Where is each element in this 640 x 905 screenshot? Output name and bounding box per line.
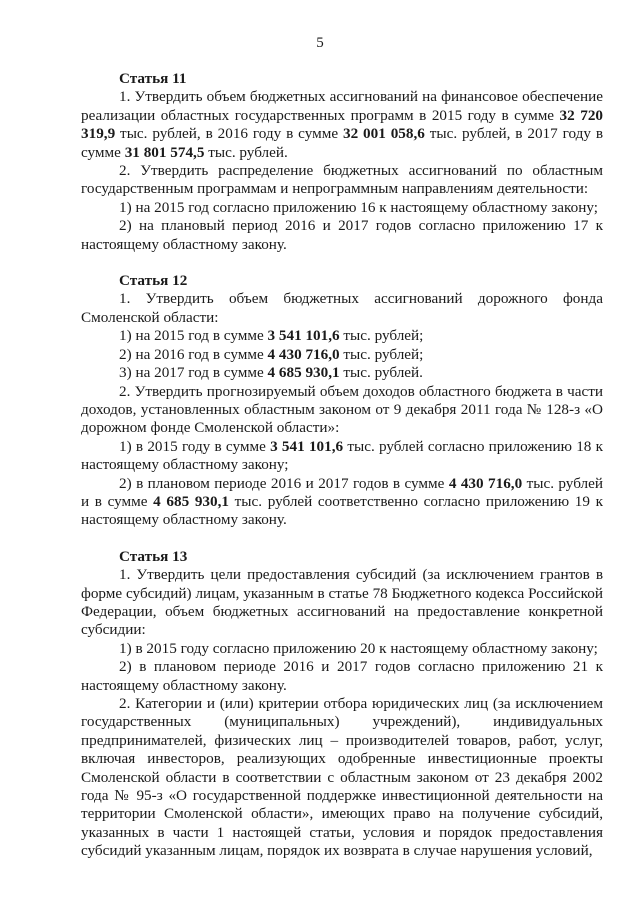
- article-12-para-4: 2) в плановом периоде 2016 и 2017 годов в сумме 4 430 716,0 тыс. рублей и в сумме 4 685 930,1 тыс. рублей соответственно согласно приложению 19 к настоящему областному закону.: [81, 474, 604, 529]
- article-13: [81, 548, 603, 861]
- article-13-para-3: 2) в плановом периоде 2016 и 2017 годов согласно приложению 21 к настоящему областному закону.: [81, 658, 603, 694]
- article-12-title: Статья 12: [119, 272, 188, 290]
- article-12: [81, 272, 603, 530]
- article-12-para-2: 2. Утвердить прогнозируемый объем доходов областного бюджета в части доходов, установленных областным законом от 9 декабря 2011 года № 128-з «О дорожном фонде Смоленской области»:: [81, 382, 603, 437]
- article-12-para-3: 1) в 2015 году в сумме 3 541 101,6 тыс. рублей согласно приложению 18 к настоящему областному закону;: [81, 437, 604, 474]
- page-content: [81, 70, 603, 861]
- article-13-para-1: 1. Утвердить цели предоставления субсидий (за исключением грантов в форме субсидий) лицам, указанным в статье 78 Бюджетного кодекса Российской Федерации, объем бюджетных ассигнований на предоставление конкретной субсидии:: [81, 566, 603, 639]
- article-13-title: Статья 13: [119, 547, 188, 565]
- article-11-title: Статья 11: [119, 70, 187, 87]
- article-11-para-4: 2) на плановый период 2016 и 2017 годов согласно приложению 17 к настоящему областному закону.: [81, 217, 603, 253]
- article-11-para-2: 2. Утвердить распределение бюджетных ассигнований по областным государственным программам и непрограммным направлениям деятельности:: [81, 162, 603, 198]
- article-11-para-1: 1. Утвердить объем бюджетных ассигнований на финансовое обеспечение реализации областных государственных программ в 2015 году в сумме 32 720 319,9 тыс. рублей, в 2016 году в сумме 32 001 058,6 тыс. рублей, в 2017 году в сумме 31 801 574,5 тыс. рублей.: [81, 88, 604, 161]
- article-12-list-item-2: 2) на 2016 год в сумме 4 430 716,0 тыс. рублей;: [119, 345, 424, 363]
- article-11-para-3: 1) на 2015 год согласно приложению 16 к настоящему областному закону;: [119, 198, 598, 216]
- article-11: [81, 70, 603, 254]
- article-12-list-item-1: 1) на 2015 год в сумме 3 541 101,6 тыс. рублей;: [119, 327, 424, 345]
- page-number: 5: [316, 35, 324, 51]
- article-12-para-1: 1. Утвердить объем бюджетных ассигнований дорожного фонда Смоленской области:: [81, 290, 603, 326]
- article-12-list-item-3: 3) на 2017 год в сумме 4 685 930,1 тыс. рублей.: [119, 364, 423, 382]
- article-13-para-2: 1) в 2015 году согласно приложению 20 к настоящему областному закону;: [119, 639, 598, 657]
- article-13-para-4: 2. Категории и (или) критерии отбора юридических лиц (за исключением государственных (муниципальных) учреждений), индивидуальных предпринимателей, физических лиц – производителей товаров, работ, услуг, включая инвесторов, реализующих одобренные инвестиционные проекты Смоленской области в соответствии с областным законом от 23 декабря 2002 года № 95-з «О государственной поддержке инвестиционной деятельности на территории Смоленской области», имеющих право на получение субсидий, указанных в части 1 настоящей статьи, условия и порядок предоставления субсидий указанным лицам, порядок их возврата в случае нарушения условий,: [81, 695, 603, 860]
